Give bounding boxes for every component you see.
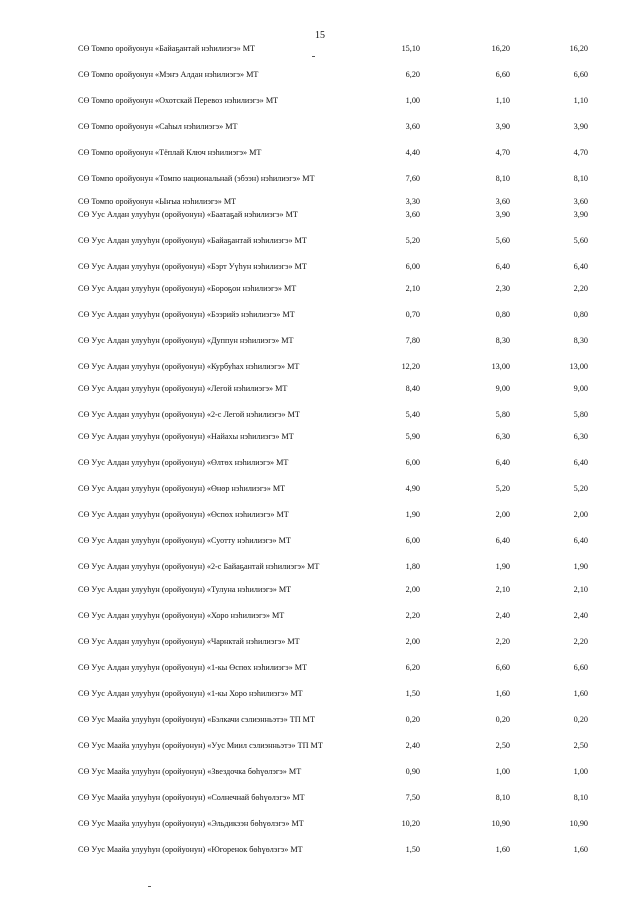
row-value-v3: 9,00 [573, 384, 588, 393]
row-value-v2: 1,10 [495, 96, 510, 105]
row-name: СӨ Уус Алдан улууһун (оройуонун) «Бэрт Уүһун нэһилиэгэ» МТ [78, 262, 307, 271]
row-value-v1: 2,20 [405, 611, 420, 620]
row-name: СӨ Уус Алдан улууһун (оройуонун) «Тулуна нэһилиэгэ» МТ [78, 585, 292, 594]
row-value-v2: 0,20 [495, 715, 510, 724]
row-value-v1: 5,20 [405, 236, 420, 245]
row-value-v1: 6,20 [405, 70, 420, 79]
row-value-v3: 0,80 [573, 310, 588, 319]
row-name: СӨ Томпо оройуонун «Саһыл нэһилиэгэ» МТ [78, 122, 238, 131]
row-value-v2: 2,10 [495, 585, 510, 594]
row-name: СӨ Томпо оройуонун «Охотскай Перевоз нэһилиэгэ» МТ [78, 96, 279, 105]
row-name: СӨ Томпо оройуонун «Томпо национальнай (эбээн) нэһилиэгэ» МТ [78, 174, 315, 183]
row-value-v1: 8,40 [405, 384, 420, 393]
row-value-v1: 1,80 [405, 562, 420, 571]
row-value-v3: 13,00 [569, 362, 588, 371]
row-value-v2: 8,30 [495, 336, 510, 345]
row-name: СӨ Уус Алдан улууһун (оройуонун) «Суотту нэһилиэгэ» МТ [78, 536, 291, 545]
row-value-v2: 1,00 [495, 767, 510, 776]
row-name: СӨ Томпо оройуонун «Ыҥыа нэһилиэгэ» МТ [78, 197, 237, 206]
row-value-v3: 1,90 [573, 562, 588, 571]
row-value-v2: 3,90 [495, 210, 510, 219]
row-value-v2: 3,90 [495, 122, 510, 131]
row-value-v3: 2,10 [573, 585, 588, 594]
row-value-v1: 6,00 [405, 458, 420, 467]
row-value-v1: 0,20 [405, 715, 420, 724]
page-number: 15 [315, 30, 325, 41]
scan-mark [148, 886, 151, 887]
row-name: СӨ Уус Алдан улууһун (оройуонун) «2-с Байаҕантай нэһилиэгэ» МТ [78, 562, 320, 571]
row-value-v1: 6,00 [405, 536, 420, 545]
row-name: СӨ Уус Алдан улууһун (оройуонун) «Хоро нэһилиэгэ» МТ [78, 611, 285, 620]
row-name: СӨ Уус Алдан улууһун (оройуонун) «Өнөр нэһилиэгэ» МТ [78, 484, 286, 493]
row-name: СӨ Уус Алдан улууһун (оройуонун) «Өспөх нэһилиэгэ» МТ [78, 510, 289, 519]
row-value-v2: 5,20 [495, 484, 510, 493]
row-value-v2: 8,10 [495, 174, 510, 183]
row-value-v1: 7,50 [405, 793, 420, 802]
row-name: СӨ Уус Алдан улууһун (оройуонун) «Бээрийэ нэһилиэгэ» МТ [78, 310, 295, 319]
row-value-v2: 6,40 [495, 458, 510, 467]
row-value-v2: 1,60 [495, 689, 510, 698]
row-value-v3: 1,60 [573, 845, 588, 854]
row-name: СӨ Уус Алдан улууһун (оройуонун) «Байаҕантай нэһилиэгэ» МТ [78, 236, 307, 245]
row-value-v2: 3,60 [495, 197, 510, 206]
row-value-v1: 2,40 [405, 741, 420, 750]
row-value-v2: 1,60 [495, 845, 510, 854]
row-value-v1: 12,20 [401, 362, 420, 371]
row-name: СӨ Уус Алдан улууһун (оройуонун) «Найахы нэһилиэгэ» МТ [78, 432, 294, 441]
row-value-v1: 4,40 [405, 148, 420, 157]
row-name: СӨ Уус Алдан улууһун (оройуонун) «Чарнктай нэһилиэгэ» МТ [78, 637, 300, 646]
row-name: СӨ Уус Алдан улууһун (оройуонун) «Өлтөх нэһилиэгэ» МТ [78, 458, 289, 467]
row-value-v2: 2,40 [495, 611, 510, 620]
row-value-v1: 0,70 [405, 310, 420, 319]
row-value-v1: 1,50 [405, 689, 420, 698]
row-value-v3: 8,30 [573, 336, 588, 345]
row-value-v3: 1,60 [573, 689, 588, 698]
row-value-v1: 1,90 [405, 510, 420, 519]
row-name: СӨ Томпо оройуонун «Мэҥэ Алдан нэһилиэгэ» МТ [78, 70, 259, 79]
row-value-v1: 3,60 [405, 122, 420, 131]
row-name: СӨ Уус Маайа улууһун (оройуонун) «Уус Миил сэлиэнньэтэ» ТП МТ [78, 741, 323, 750]
row-name: СӨ Томпо оройуонун «Байаҕантай нэһилиэгэ» МТ [78, 44, 256, 53]
row-value-v2: 13,00 [491, 362, 510, 371]
row-value-v2: 6,40 [495, 262, 510, 271]
row-value-v2: 6,30 [495, 432, 510, 441]
row-value-v1: 2,00 [405, 637, 420, 646]
row-value-v1: 7,60 [405, 174, 420, 183]
row-value-v2: 8,10 [495, 793, 510, 802]
row-name: СӨ Уус Алдан улууһун (оройуонун) «Курбуһах нэһилиэгэ» МТ [78, 362, 300, 371]
row-value-v3: 6,60 [573, 663, 588, 672]
row-value-v3: 5,20 [573, 484, 588, 493]
row-value-v3: 5,60 [573, 236, 588, 245]
row-value-v3: 1,10 [573, 96, 588, 105]
row-value-v3: 3,90 [573, 122, 588, 131]
row-value-v1: 6,00 [405, 262, 420, 271]
row-value-v2: 1,90 [495, 562, 510, 571]
row-value-v3: 6,40 [573, 262, 588, 271]
row-name: СӨ Уус Алдан улууһун (оройуонун) «Бороҕон нэһилиэгэ» МТ [78, 284, 297, 293]
row-value-v3: 2,40 [573, 611, 588, 620]
row-value-v1: 1,50 [405, 845, 420, 854]
row-value-v3: 3,90 [573, 210, 588, 219]
row-value-v3: 6,30 [573, 432, 588, 441]
row-value-v1: 7,80 [405, 336, 420, 345]
row-value-v3: 10,90 [569, 819, 588, 828]
row-value-v2: 5,80 [495, 410, 510, 419]
row-value-v3: 2,20 [573, 284, 588, 293]
row-name: СӨ Уус Алдан улууһун (оройуонун) «1-кы Хоро нэһилиэгэ» МТ [78, 689, 303, 698]
row-value-v1: 6,20 [405, 663, 420, 672]
row-value-v3: 2,00 [573, 510, 588, 519]
row-value-v3: 2,20 [573, 637, 588, 646]
row-value-v2: 0,80 [495, 310, 510, 319]
row-value-v1: 2,10 [405, 284, 420, 293]
row-value-v1: 15,10 [401, 44, 420, 53]
row-value-v2: 2,00 [495, 510, 510, 519]
row-value-v2: 5,60 [495, 236, 510, 245]
scan-mark [312, 56, 315, 57]
row-value-v2: 4,70 [495, 148, 510, 157]
row-value-v3: 1,00 [573, 767, 588, 776]
row-value-v1: 2,00 [405, 585, 420, 594]
row-value-v2: 16,20 [491, 44, 510, 53]
row-value-v3: 16,20 [569, 44, 588, 53]
row-value-v1: 4,90 [405, 484, 420, 493]
row-value-v3: 8,10 [573, 793, 588, 802]
row-value-v2: 2,50 [495, 741, 510, 750]
row-value-v2: 2,30 [495, 284, 510, 293]
row-name: СӨ Уус Алдан улууһун (оройуонун) «1-кы Өспөх нэһилиэгэ» МТ [78, 663, 308, 672]
row-value-v1: 5,40 [405, 410, 420, 419]
row-value-v1: 5,90 [405, 432, 420, 441]
row-name: СӨ Уус Маайа улууһун (оройуонун) «Эльдикээн бөһүөлэгэ» МТ [78, 819, 304, 828]
row-name: СӨ Уус Маайа улууһун (оройуонун) «Звездочка бөһүөлэгэ» МТ [78, 767, 302, 776]
row-value-v2: 2,20 [495, 637, 510, 646]
row-name: СӨ Уус Маайа улууһун (оройуонун) «Солнечнай бөһүөлэгэ» МТ [78, 793, 305, 802]
row-value-v3: 4,70 [573, 148, 588, 157]
row-name: СӨ Уус Алдан улууһун (оройуонун) «Дуппун нэһилиэгэ» МТ [78, 336, 294, 345]
row-value-v2: 6,40 [495, 536, 510, 545]
row-value-v3: 6,40 [573, 536, 588, 545]
row-name: СӨ Уус Алдан улууһун (оройуонун) «Легой нэһилиэгэ» МТ [78, 384, 288, 393]
row-value-v3: 5,80 [573, 410, 588, 419]
row-value-v3: 3,60 [573, 197, 588, 206]
row-name: СӨ Уус Маайа улууһун (оройуонун) «Бэлкачи сэлиэнньэтэ» ТП МТ [78, 715, 315, 724]
row-value-v2: 6,60 [495, 70, 510, 79]
row-value-v3: 6,40 [573, 458, 588, 467]
row-value-v1: 3,30 [405, 197, 420, 206]
row-value-v1: 3,60 [405, 210, 420, 219]
row-value-v2: 10,90 [491, 819, 510, 828]
row-name: СӨ Уус Маайа улууһун (оройуонун) «Югоренок бөһүөлэгэ» МТ [78, 845, 303, 854]
row-value-v1: 0,90 [405, 767, 420, 776]
row-name: СӨ Уус Алдан улууһун (оройуонун) «2-с Легой нэһилиэгэ» МТ [78, 410, 300, 419]
row-name: СӨ Уус Алдан улууһун (оройуонун) «Баатаҕай нэһилиэгэ» МТ [78, 210, 298, 219]
row-value-v1: 10,20 [401, 819, 420, 828]
row-name: СӨ Томпо оройуонун «Тёплай Ключ нэһилиэгэ» МТ [78, 148, 262, 157]
row-value-v2: 9,00 [495, 384, 510, 393]
row-value-v3: 0,20 [573, 715, 588, 724]
row-value-v2: 6,60 [495, 663, 510, 672]
row-value-v3: 6,60 [573, 70, 588, 79]
row-value-v1: 1,00 [405, 96, 420, 105]
row-value-v3: 8,10 [573, 174, 588, 183]
row-value-v3: 2,50 [573, 741, 588, 750]
